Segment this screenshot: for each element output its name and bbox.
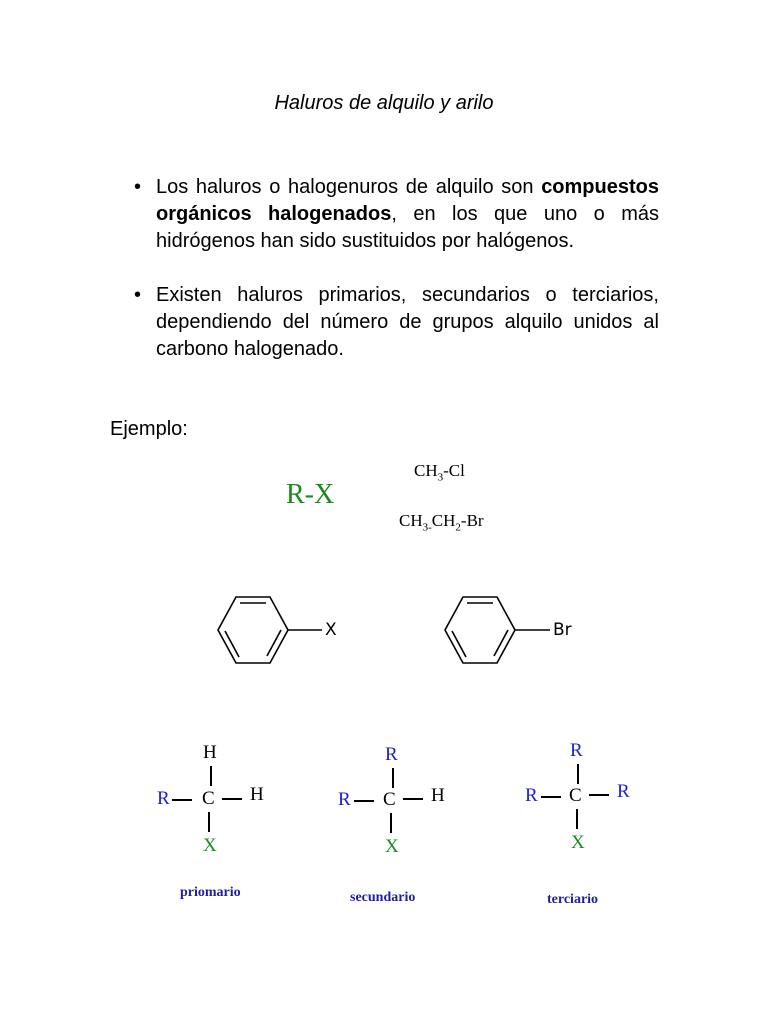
structure-tertiary [517,738,677,858]
bullet-item-1 [134,174,660,255]
formula-2-sub-b: 2 [455,521,461,534]
atom-center: C [383,789,396,810]
bullet-text-1b: , en los que uno o más hidrógenos han sido sustituidos por halógenos. [156,203,660,252]
formula-2-part-b: CH [431,511,456,530]
atom-top: R [570,740,583,761]
ring-1-substituent: X [325,620,337,640]
formula-2-part-a: CH [399,511,423,530]
bullet-text-2: Existen haluros primarios, secundarios o terciarios, dependiendo del número de grupos alquilo unidos al carbono halogenado. [156,284,659,360]
caption-secondary: secundario [350,890,416,905]
atom-right: H [431,785,445,806]
benzene-ring-1 [210,590,330,670]
caption-primary: priomario [180,885,241,900]
bullet-item-2 [134,282,659,363]
general-formula: R-X [286,479,335,510]
bullet-text-1-bold: compuestos orgánicos halogenados [156,176,659,225]
formula-2-sub-a: 3- [422,521,432,534]
atom-right: H [250,784,264,805]
example-label: Ejemplo: [110,418,188,440]
formula-1-sub: 3 [437,471,444,484]
formula-1-part-a: CH [414,461,438,480]
atom-left: R [157,788,170,809]
atom-center: C [569,785,582,806]
atom-top: R [385,744,398,765]
atom-bottom: X [203,835,217,856]
bullet-list [134,174,660,390]
formula-methyl-chloride [414,461,465,483]
bullet-dot: • [134,176,142,198]
atom-top: H [203,742,217,763]
structure-secondary [330,742,490,862]
atom-bottom: X [385,836,399,857]
atom-center: C [202,788,215,809]
formula-2-part-c: -Br [460,511,484,530]
atom-right: R [617,781,630,802]
bullet-dot: • [134,284,142,306]
atom-left: R [525,785,538,806]
caption-tertiary: terciario [547,892,599,907]
formula-1-part-b: -Cl [443,461,465,480]
page-title: Haluros de alquilo y arilo [274,92,494,114]
formula-ethyl-bromide [399,511,484,533]
bullet-text-1a: Los haluros o halogenuros de alquilo son [156,176,542,198]
atom-left: R [338,789,351,810]
ring-2-substituent: Br [553,620,572,640]
structure-primary [150,740,310,860]
benzene-ring-2 [437,590,557,670]
atom-bottom: X [571,832,585,853]
